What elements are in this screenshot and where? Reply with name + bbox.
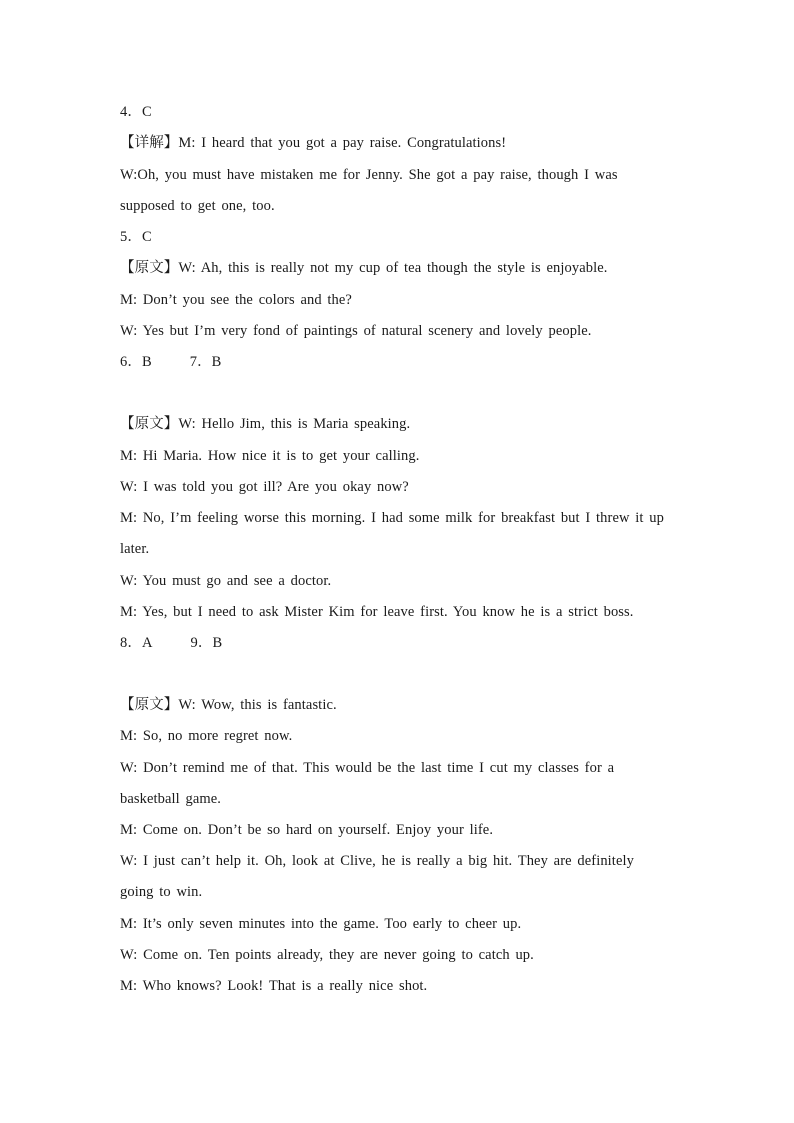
explanation-4-line-1: 【详解】M: I heard that you got a pay raise. Congratulations! [120,135,507,151]
answer-4: 4．C [120,104,152,120]
transcript-8-9-line-7: going to win. [120,884,203,900]
transcript-8-9-line-2: M: So, no more regret now. [120,728,293,744]
transcript-6-7-line-2: M: Hi Maria. How nice it is to get your calling. [120,448,420,464]
transcript-6-7-line-6: W: You must go and see a doctor. [120,573,332,589]
answer-8: 8．A [120,635,153,651]
transcript-6-7-line-1: 【原文】W: Hello Jim, this is Maria speaking. [120,416,411,432]
transcript-8-9-line-9: W: Come on. Ten points already, they are never going to catch up. [120,947,534,963]
answer-6: 6．B [120,354,152,370]
transcript-8-9-line-10: M: Who knows? Look! That is a really nice shot. [120,978,428,994]
transcript-8-9-line-5: M: Come on. Don’t be so hard on yourself. Enjoy your life. [120,822,494,838]
answers-6-7 [120,353,221,371]
explanation-4-line-2: W:Oh, you must have mistaken me for Jenny. She got a pay raise, though I was [120,167,618,183]
answer-5: 5．C [120,229,152,245]
answers-8-9 [120,634,222,652]
explanation-4-line-3: supposed to get one, too. [120,198,275,214]
transcript-8-9-line-8: M: It’s only seven minutes into the game. Too early to cheer up. [120,916,522,932]
transcript-6-7-line-7: M: Yes, but I need to ask Mister Kim for leave first. You know he is a strict boss. [120,604,634,620]
transcript-8-9-line-1: 【原文】W: Wow, this is fantastic. [120,697,337,713]
transcript-8-9-line-6: W: I just can’t help it. Oh, look at Clive, he is really a big hit. They are definitely [120,853,634,869]
transcript-8-9-line-4: basketball game. [120,791,222,807]
answer-9: 9．B [190,635,223,651]
transcript-8-9-line-3: W: Don’t remind me of that. This would be the last time I cut my classes for a [120,760,615,776]
transcript-6-7-line-3: W: I was told you got ill? Are you okay now? [120,479,409,495]
transcript-5-line-2: M: Don’t you see the colors and the? [120,292,352,308]
transcript-5-line-1: 【原文】W: Ah, this is really not my cup of tea though the style is enjoyable. [120,260,608,276]
transcript-6-7-line-4: M: No, I’m feeling worse this morning. I had some milk for breakfast but I threw it up [120,510,664,526]
transcript-6-7-line-5: later. [120,541,150,557]
transcript-5-line-3: W: Yes but I’m very fond of paintings of natural scenery and lovely people. [120,323,592,339]
answer-7: 7．B [189,354,222,370]
